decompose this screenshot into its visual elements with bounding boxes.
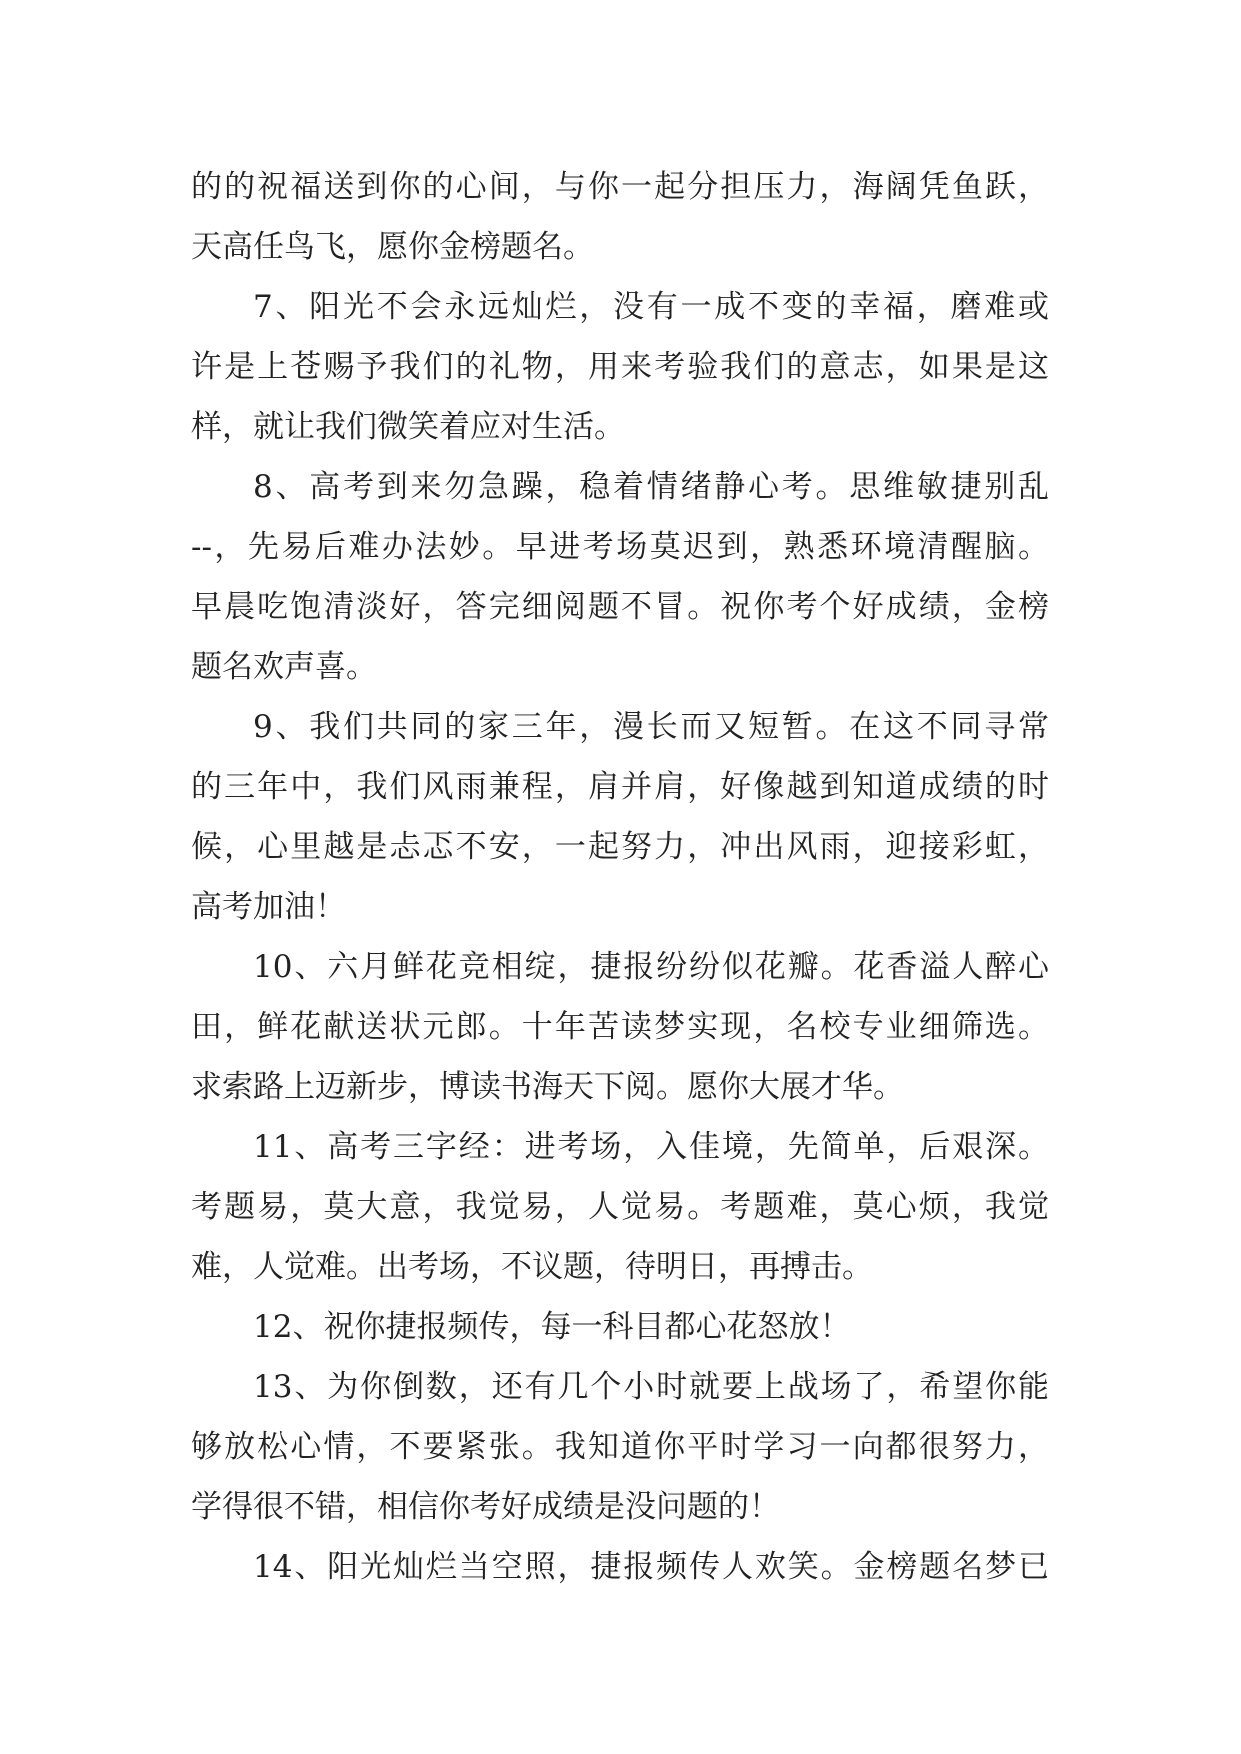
text-line: 的的祝福送到你的心间，与你一起分担压力，海阔凭鱼跃， (191, 169, 1049, 205)
text-line: 天高任鸟飞，愿你金榜题名。 (191, 229, 594, 265)
paragraph-item-8 (191, 457, 1049, 697)
text-line: 题名欢声喜。 (191, 649, 377, 685)
text-line: 求索路上迈新步，博读书海天下阅。愿你大展才华。 (191, 1069, 904, 1105)
text-line: 13、为你倒数，还有几个小时就要上战场了，希望你能 (253, 1369, 1049, 1405)
text-line: 早晨吃饱清淡好，答完细阅题不冒。祝你考个好成绩，金榜 (191, 589, 1049, 625)
text-line: 高考加油！ (191, 889, 346, 925)
text-line: 10、六月鲜花竞相绽，捷报纷纷似花瓣。花香溢人醉心 (253, 949, 1049, 985)
text-line: 田，鲜花献送状元郎。十年苦读梦实现，名校专业细筛选。 (191, 1009, 1049, 1045)
text-line: 8、高考到来勿急躁，稳着情绪静心考。思维敏捷别乱 (253, 469, 1049, 505)
text-line: 考题易，莫大意，我觉易，人觉易。考题难，莫心烦，我觉 (191, 1189, 1049, 1225)
paragraph-item-13 (191, 1357, 1049, 1537)
paragraph-item-7 (191, 277, 1049, 457)
paragraph-item-11 (191, 1117, 1049, 1297)
paragraph-item-9 (191, 697, 1049, 937)
paragraph-continuation (191, 157, 1049, 277)
text-line: 12、祝你捷报频传，每一科目都心花怒放！ (253, 1309, 851, 1345)
document-body (191, 157, 1049, 1597)
text-line: 候，心里越是忐忑不安，一起努力，冲出风雨，迎接彩虹， (191, 829, 1049, 865)
text-line: 学得很不错，相信你考好成绩是没问题的！ (191, 1489, 780, 1525)
text-line: 难，人觉难。出考场，不议题，待明日，再搏击。 (191, 1249, 873, 1285)
text-line: --，先易后难办法妙。早进考场莫迟到，熟悉环境清醒脑。 (191, 529, 1049, 565)
text-line: 许是上苍赐予我们的礼物，用来考验我们的意志，如果是这 (191, 349, 1049, 385)
text-line: 14、阳光灿烂当空照，捷报频传人欢笑。金榜题名梦已 (253, 1549, 1049, 1585)
text-line: 样，就让我们微笑着应对生活。 (191, 409, 625, 445)
paragraph-item-12 (191, 1297, 1049, 1357)
text-line: 9、我们共同的家三年，漫长而又短暂。在这不同寻常 (253, 709, 1049, 745)
text-line: 11、高考三字经：进考场，入佳境，先简单，后艰深。 (253, 1129, 1049, 1165)
text-line: 够放松心情，不要紧张。我知道你平时学习一向都很努力， (191, 1429, 1049, 1465)
paragraph-item-10 (191, 937, 1049, 1117)
text-line: 的三年中，我们风雨兼程，肩并肩，好像越到知道成绩的时 (191, 769, 1049, 805)
paragraph-item-14 (191, 1537, 1049, 1597)
text-line: 7、阳光不会永远灿烂，没有一成不变的幸福，磨难或 (253, 289, 1049, 325)
